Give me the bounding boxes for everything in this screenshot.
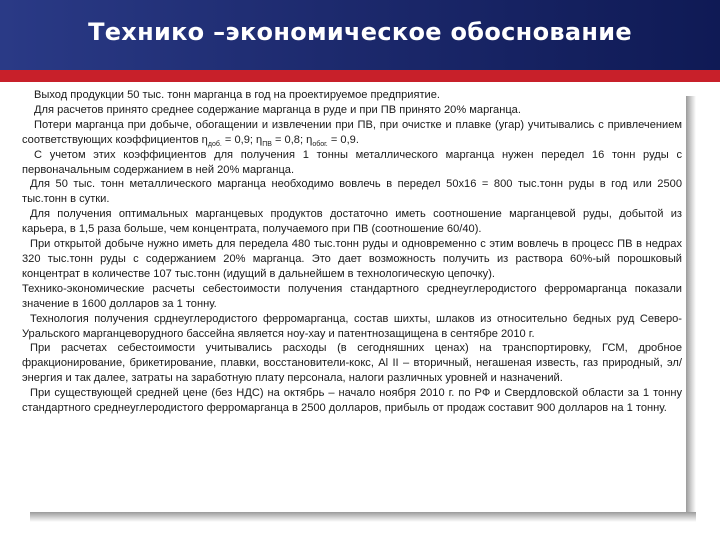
slide-title: Технико –экономическое обоснование	[88, 18, 632, 46]
content-body	[22, 88, 682, 510]
paragraph-ratio: Для получения оптимальных марганцевых продуктов достаточно иметь соотношение марганцевой руды, добытой из карьера, в 1,5 раза больше, чем концентрата, получаемого при ПВ (соотношение 60/40).	[22, 208, 682, 236]
slide-header	[0, 0, 720, 70]
paragraph-profit: При существующей средней цене (без НДС) на октябрь – начало ноября 2010 г. по РФ и Свердловской области за 1 тонну стандартного среднеуглеродистого ферромарганца в 2500 долларов, прибыль от продаж составит 900 долларов на 1 тонну.	[22, 387, 682, 415]
content-shadow-right	[686, 96, 696, 516]
paragraph-annual-ore: Для 50 тыс. тонн металлического марганца необходимо вовлечь в передел 50х16 = 800 тыс.тонн руды в год или 2500 тыс.тонн в сутки.	[22, 178, 682, 206]
coef-val-2: = 0,8; η	[271, 133, 313, 146]
paragraph-expenses: При расчетах себестоимости учитывались расходы (в сегодняшних ценах) на транспортировку, ГСМ, дробное фракционирование, брикетирование, плавки, восстановители-кокс, Al II – вторичный, негашеная известь, газ природный, эл/энергия и так далее, затраты на заработную плату персонала, налоги различных уровней и назначений.	[22, 342, 682, 385]
coef-val-3: = 0,9.	[327, 133, 359, 146]
paragraph-technology: Технология получения срднеуглеродистого ферромарганца, состав шихты, шлаков из относительно бедных руд Северо-Уральского марганцеворудного бассейна является ноу-хау и патентнозащищена в сентябре 2010 г.	[22, 312, 682, 340]
paragraph-open-mining: При открытой добыче нужно иметь для передела 480 тыс.тонн руды и одновременно с этим вовлечь в процесс ПВ в недрах 320 тыс.тонн руды с содержанием 20% марганца. Это дает возможность получить из раствора 60%-ый порошковый концентрат в количестве 107 тыс.тонн (идущий в дальнейшем в технологическую цепочку).	[22, 238, 682, 280]
coef-sub-2: ПВ	[262, 140, 272, 148]
coef-val-1: = 0,9; η	[221, 133, 263, 146]
paragraph-output: Выход продукции 50 тыс. тонн марганца в год на проектируемое предприятие.	[34, 89, 440, 101]
coef-sub-1: доб.	[207, 140, 222, 148]
paragraph-cost-estimate: Технико-экономические расчеты себестоимости получения стандартного среднеуглеродистого ферромарганца показали значение в 1600 долларов за 1 тонну.	[22, 282, 682, 310]
paragraph-conversion: С учетом этих коэффициентов для получения 1 тонны металлического марганца нужен передел 16 тонн руды с первоначальным содержанием в ней 20% марганца.	[22, 148, 682, 176]
paragraph-losses	[22, 118, 682, 148]
paragraph-content-assumption: Для расчетов принято среднее содержание марганца в руде и при ПВ принято 20% марганца.	[34, 103, 521, 116]
header-accent-band	[0, 70, 720, 82]
content-shadow-bottom	[30, 512, 696, 522]
losses-text: Потери марганца при добыче, обогащении и извлечении при ПВ, при очистке и плавке (угар) учитывались с привлечением соответствующих коэффициентов η	[22, 118, 682, 146]
coef-sub-3: обог.	[312, 140, 328, 148]
